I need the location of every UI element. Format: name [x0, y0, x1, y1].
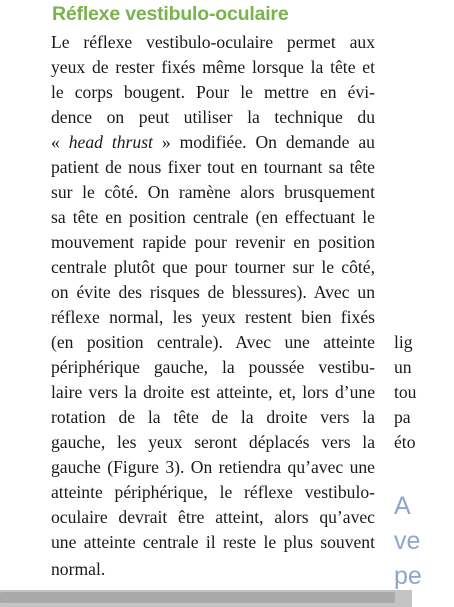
paragraph-line: périphérique gauche, la poussée vestibu-: [51, 357, 375, 377]
paragraph-line: centrale plutôt que pour tourner sur le côté,: [51, 257, 375, 277]
paragraph-line: réflexe normal, les yeux restent bien fixés: [51, 307, 375, 327]
paragraph-line-with-italic: [51, 132, 375, 152]
adjacent-heading-fragment: A: [394, 492, 411, 520]
paragraph-line: patient de nous fixer tout en tournant sa tête: [51, 157, 375, 177]
paragraph-line: oculaire devrait être atteint, alors qu’avec: [51, 507, 375, 527]
adjacent-column-fragment: pa: [394, 407, 411, 427]
italic-term: head thrust: [68, 132, 153, 152]
adjacent-column-fragment: un: [394, 357, 412, 377]
quote-close: »: [161, 132, 171, 152]
quote-open: «: [51, 132, 60, 152]
adjacent-column-fragment: tou: [394, 382, 417, 402]
paragraph-line: une atteinte centrale il reste le plus souvent: [51, 532, 375, 552]
horizontal-scrollbar-thumb[interactable]: [0, 592, 395, 603]
adjacent-column-fragment: éto: [394, 432, 416, 452]
paragraph-line: yeux de rester fixés même lorsque la tête et: [51, 57, 375, 77]
paragraph-line: rotation de la tête de la droite vers la: [51, 407, 375, 427]
paragraph-line: sa tête en position centrale (en effectuant le: [51, 207, 375, 227]
paragraph-line: Le réflexe vestibulo-oculaire permet aux: [51, 32, 375, 52]
paragraph-line: sur le côté. On ramène alors brusquement: [51, 182, 375, 202]
paragraph-line: gauche, les yeux seront déplacés vers la: [51, 432, 375, 452]
adjacent-heading-fragment: pe: [394, 562, 422, 590]
paragraph-line-tail: modifiée. On demande au: [179, 132, 375, 152]
paragraph-line: dence on peut utiliser la technique du: [51, 107, 375, 127]
paragraph-line: normal.: [51, 559, 106, 579]
paragraph-line: on évite des risques de blessures). Avec un: [51, 282, 375, 302]
paragraph-line: mouvement rapide pour revenir en position: [51, 232, 375, 252]
adjacent-heading-fragment: ve: [394, 527, 421, 555]
paragraph-line: laire vers la droite est atteinte, et, lors d’une: [51, 382, 375, 402]
paragraph-line: gauche (Figure 3). On retiendra qu’avec une: [51, 457, 375, 477]
paragraph-line: atteinte périphérique, le réflexe vestibulo-: [51, 482, 375, 502]
adjacent-column-fragment: lig: [394, 332, 413, 352]
paragraph-line: le corps bougent. Pour le mettre en évi-: [51, 82, 375, 102]
paragraph-line: (en position centrale). Avec une atteinte: [51, 332, 375, 352]
section-heading: Réflexe vestibulo-oculaire: [52, 3, 289, 25]
